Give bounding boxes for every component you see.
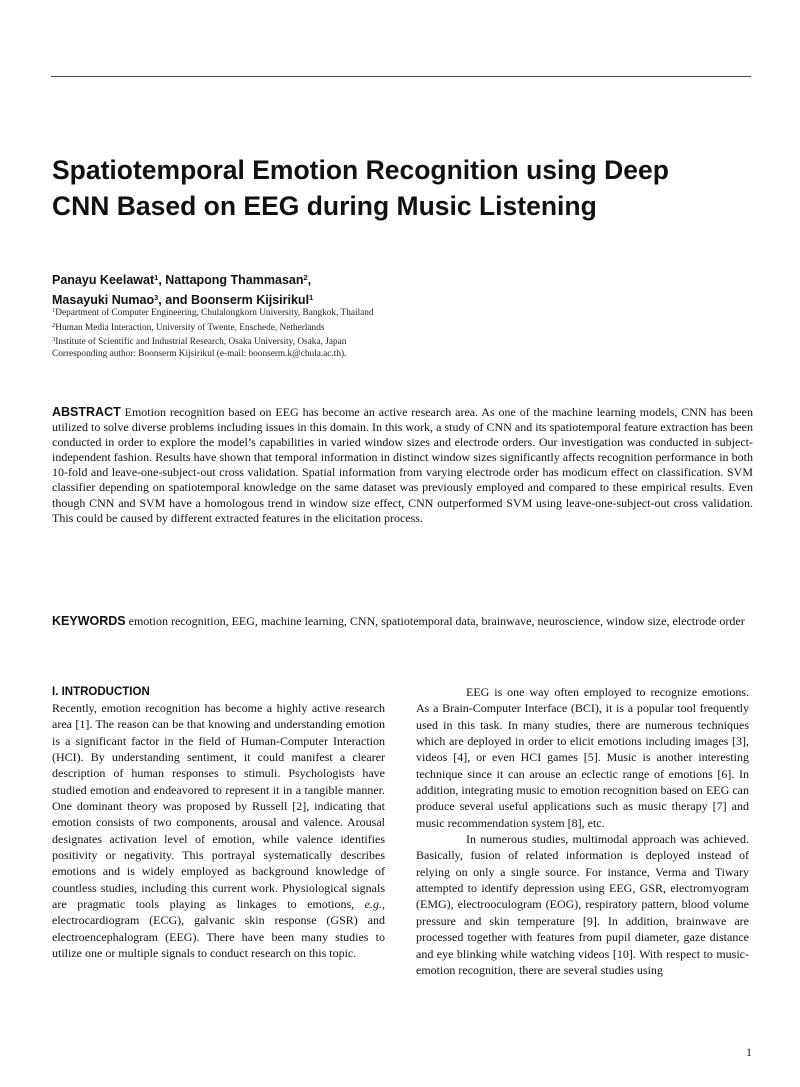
author-affiliation-mark: 2: [303, 273, 308, 282]
body-paragraph: [52, 700, 385, 962]
affiliation-list: [52, 305, 692, 349]
affiliation: [52, 305, 692, 320]
author-separator: ,: [307, 273, 312, 287]
corresponding-author: Corresponding author: Boonserm Kijsirikul (e-mail: boonserm.k@chula.ac.th).: [52, 349, 347, 359]
abstract: [52, 405, 753, 526]
author-name: Boonserm Kijsirikul: [190, 293, 310, 307]
keywords-label: KEYWORDS: [52, 614, 126, 628]
affiliation: [52, 320, 692, 335]
author-name: Nattapong Thammasan: [165, 273, 304, 287]
eg-italic: e.g.: [364, 897, 382, 912]
affiliation: [52, 334, 692, 349]
body-paragraph: In numerous studies, multimodal approach was achieved. Basically, fusion of related information is deployed instead of relying on only a single source. For instance, Verma and Tiwary attempted to identify depression using EEG, GSR, electromyogram (EMG), electrooculogram (EOG), respiratory pattern, blood volume pressure and skin temperature [9]. In addition, brainwave are processed together with features from pupil diameter, gaze distance and eye blinking while watching videos [10]. With respect to music-emotion recognition, there are several studies using: [416, 832, 749, 977]
author-affiliation-mark: 1: [154, 273, 159, 282]
affiliation-mark: 2: [52, 321, 56, 329]
header-rule: [51, 76, 751, 77]
keywords: [52, 614, 753, 629]
author-name: Panayu Keelawat: [52, 273, 155, 287]
left-column: [52, 684, 385, 962]
affiliation-text: Human Media Interaction, University of Twente, Enschede, Netherlands: [55, 322, 325, 333]
page-number: 1: [746, 1045, 752, 1059]
body-paragraph: EEG is one way often employed to recognize emotions. As a Brain-Computer Interface (BCI), it is a popular tool frequently used in this task. In many studies, there are numerous techniques which are deployed in order to elicit emotions including images [3], videos [4], or even HCI games [5]. Music is another interesting technique since it can arouse an eclectic range of emotions [6]. In addition, integrating music to emotion recognition based on EEG can produce several useful applications such as music therapy [7] and music recommendation system [8], etc.: [416, 685, 749, 830]
section-heading: I. INTRODUCTION: [52, 686, 150, 698]
affiliation-mark: 1: [52, 307, 56, 314]
paper-title: Spatiotemporal Emotion Recognition using Deep CNN Based on EEG during Music Listening: [52, 155, 669, 221]
abstract-label: ABSTRACT: [52, 405, 121, 419]
affiliation-text: Department of Computer Engineering, Chulalongkorn University, Bangkok, Thailand: [55, 308, 374, 318]
author-list: [52, 269, 692, 309]
keywords-text: emotion recognition, EEG, machine learning, CNN, spatiotemporal data, brainwave, neuroscience, window size, electrode order: [128, 614, 745, 628]
affiliation-text: Institute of Scientific and Industrial Research, Osaka University, Osaka, Japan: [55, 337, 347, 347]
paragraph-text-end: , electrocardiogram (ECG), galvanic skin response (GSR) and electroencephalogram (EEG). There have been many studies to utilize one or multiple signals to conduct research on this topic.: [52, 897, 385, 961]
author-affiliation-mark: 3: [154, 293, 159, 302]
right-column: [416, 684, 749, 978]
paragraph-text: Recently, emotion recognition has become a highly active research area [1]. The reason can be that knowing and understanding emotion is a significant factor in the field of Human-Computer Interaction (HCI). By understanding sentiment, it could manifest a clearer description of human responses to stimuli. Psychologists have studied emotion and endeavored to represent it in a tangible manner. One dominant theory was proposed by Russell [2], indicating that emotion consists of two components, arousal and valence. Arousal designates activation level of emotion, while valence identifies positivity or negativity. This portrayal systematically describes emotions and is widely employed as background knowledge of countless studies, including this current work. Physiological signals are pragmatic tools playing as linkages to emotions,: [52, 701, 385, 912]
affiliation-mark: 3: [52, 336, 56, 343]
author-separator: , and: [158, 293, 191, 307]
author-name: Masayuki Numao: [52, 293, 155, 307]
author-affiliation-mark: 1: [309, 293, 314, 302]
author-separator: ,: [158, 273, 166, 287]
abstract-text: Emotion recognition based on EEG has become an active research area. As one of the machine learning models, CNN has been utilized to solve diverse problems including issues in this domain. In this work, a study of CNN and its spatiotemporal feature extraction has been conducted in order to explore the model’s capabilities in varied window sizes and electrode orders. Our investigation was conducted in subject-independent fashion. Results have shown that temporal information in distinct window sizes significantly affects recognition performance in both 10-fold and leave-one-subject-out cross validation. Spatial information from varying electrode order has modicum effect on classification. SVM classifier depending on spatiotemporal knowledge on the same dataset was previously employed and compared to these empirical results. Even though CNN and SVM have a homologous trend in window size effect, CNN outperformed SVM using leave-one-subject-out cross validation. This could be caused by different extracted features in the elicitation process.: [52, 405, 754, 525]
